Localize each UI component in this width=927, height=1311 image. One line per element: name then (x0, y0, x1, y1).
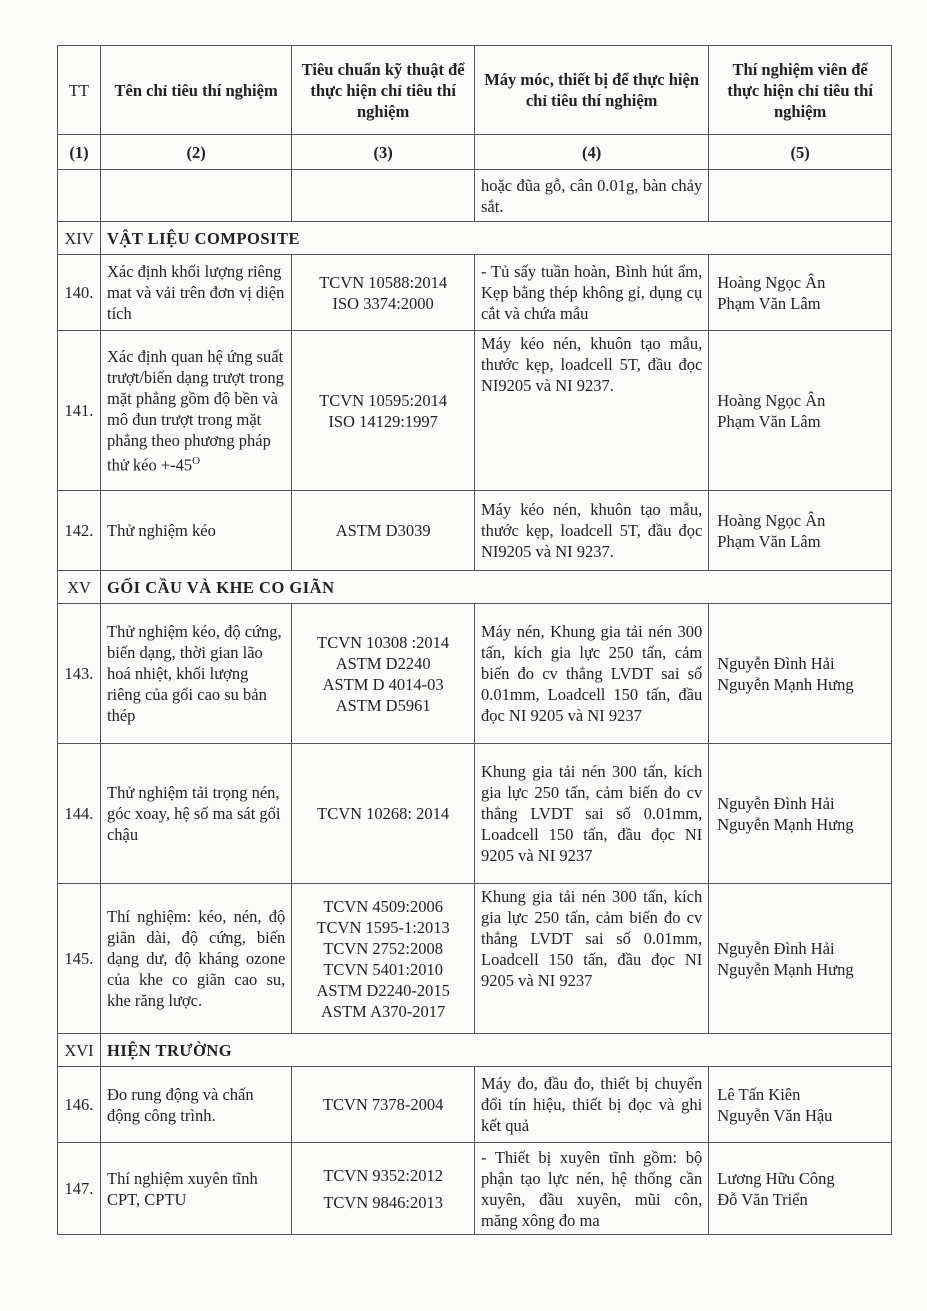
standard-code: ASTM D2240-2015 (316, 980, 450, 1000)
col-number-4: (4) (474, 135, 708, 170)
section-title: HIỆN TRƯỜNG (100, 1034, 891, 1067)
equipment: - Tủ sấy tuần hoàn, Bình hút ẩm, Kẹp bằng thép không gỉ, dụng cụ cắt và chứa mẫu (474, 255, 708, 331)
standard-code: ISO 14129:1997 (328, 411, 438, 431)
section-number: XVI (58, 1034, 101, 1067)
cell-empty (292, 170, 475, 222)
continuation-row (58, 170, 892, 222)
staff-cell (709, 884, 892, 1034)
standard-code: TCVN 10588:2014 (319, 272, 448, 292)
standard-code: ASTM D5961 (335, 695, 431, 715)
equipment: Khung gia tải nén 300 tấn, kích gia lực 250 tấn, cảm biến đo cv thẳng LVDT sai số 0.01mm, Loadcell 150 tấn, đầu đọc NI 9205 và NI 9237 (474, 744, 708, 884)
staff-name: Hoàng Ngọc Ân (717, 272, 826, 292)
standard-code: TCVN 1595-1:2013 (316, 917, 450, 937)
col-number-3: (3) (292, 135, 475, 170)
table-row (58, 255, 892, 331)
staff-name: Nguyễn Đình Hải (717, 653, 835, 673)
standard-code: ASTM D2240 (335, 653, 431, 673)
standard-code: TCVN 2752:2008 (323, 938, 443, 958)
section-row (58, 222, 892, 255)
cell-empty (709, 170, 892, 222)
row-number: 147. (58, 1143, 101, 1235)
equipment: - Thiết bị xuyên tĩnh gồm: bộ phận tạo lực nén, hệ thống cần xuyên, đầu xuyên, mũi côn, măng xông đo ma (474, 1143, 708, 1235)
standard-code: ISO 3374:2000 (332, 293, 434, 313)
standard-code: TCVN 9352:2012 (323, 1165, 443, 1185)
staff-name: Phạm Văn Lâm (717, 531, 821, 551)
standard-code: ASTM D3039 (335, 521, 431, 540)
table-row (58, 604, 892, 744)
staff-cell (709, 1143, 892, 1235)
section-number: XV (58, 571, 101, 604)
equipment: Máy nén, Khung gia tải nén 300 tấn, kích gia lực 250 tấn, cảm biến đo cv thẳng LVDT sai số 0.01mm, Loadcell 150 tấn, đầu đọc NI 9205 và NI 9237 (474, 604, 708, 744)
standard-cell (292, 491, 475, 571)
standard-code: TCVN 10308 :2014 (317, 632, 450, 652)
test-name: Thử nghiệm kéo, độ cứng, biến dạng, thời gian lão hoá nhiệt, khối lượng riêng của gối cao su bản thép (100, 604, 291, 744)
standard-cell (292, 884, 475, 1034)
table-row (58, 331, 892, 491)
standard-cell (292, 744, 475, 884)
test-name: Đo rung động và chấn động công trình. (100, 1067, 291, 1143)
staff-cell (709, 1067, 892, 1143)
test-name: Xác định khối lượng riêng mat và vải trên đơn vị diện tích (100, 255, 291, 331)
row-number: 145. (58, 884, 101, 1034)
equipment: Máy đo, đầu đo, thiết bị chuyển đổi tín hiệu, thiết bị đọc và ghi kết quả (474, 1067, 708, 1143)
test-name: Thử nghiệm tải trọng nén, góc xoay, hệ số ma sát gối chậu (100, 744, 291, 884)
standard-cell (292, 1067, 475, 1143)
standard-code: TCVN 7378-2004 (322, 1095, 444, 1114)
degree-superscript: O (192, 454, 201, 467)
standard-cell (292, 331, 475, 491)
col-number-2: (2) (100, 135, 291, 170)
section-title: VẬT LIỆU COMPOSITE (100, 222, 891, 255)
row-number: 140. (58, 255, 101, 331)
test-name: Thí nghiệm xuyên tĩnh CPT, CPTU (100, 1143, 291, 1235)
table-row (58, 491, 892, 571)
standard-cell (292, 604, 475, 744)
row-number: 142. (58, 491, 101, 571)
staff-name: Nguyễn Văn Hậu (717, 1105, 833, 1125)
section-row (58, 571, 892, 604)
staff-cell (709, 604, 892, 744)
standard-cell (292, 255, 475, 331)
row-number: 146. (58, 1067, 101, 1143)
row-number: 141. (58, 331, 101, 491)
table-row (58, 1067, 892, 1143)
column-number-row (58, 135, 892, 170)
staff-cell (709, 331, 892, 491)
staff-name: Hoàng Ngọc Ân (717, 510, 826, 530)
staff-name: Phạm Văn Lâm (717, 411, 821, 431)
row-number: 144. (58, 744, 101, 884)
test-method-table (57, 45, 892, 1235)
staff-name: Nguyễn Mạnh Hưng (717, 814, 854, 834)
header-tt: TT (58, 46, 101, 135)
cell-empty (100, 170, 291, 222)
header-equipment: Máy móc, thiết bị để thực hiện chỉ tiêu thí nghiệm (474, 46, 708, 135)
header-standard: Tiêu chuẩn kỹ thuật để thực hiện chỉ tiêu thí nghiệm (292, 46, 475, 135)
section-number: XIV (58, 222, 101, 255)
col-number-5: (5) (709, 135, 892, 170)
table-row (58, 744, 892, 884)
section-row (58, 1034, 892, 1067)
equipment: Máy kéo nén, khuôn tạo mẫu, thước kẹp, loadcell 5T, đầu đọc NI9205 và NI 9237. (474, 491, 708, 571)
standard-code: TCVN 5401:2010 (323, 959, 443, 979)
test-name: Thí nghiệm: kéo, nén, độ giãn dài, độ cứng, biến dạng dư, độ kháng ozone của khe co giãn cao su, khe răng lược. (100, 884, 291, 1034)
header-staff: Thí nghiệm viên để thực hiện chỉ tiêu thí nghiệm (709, 46, 892, 135)
table-row (58, 884, 892, 1034)
test-name-cell (100, 331, 291, 491)
staff-name: Lê Tấn Kiên (717, 1084, 801, 1104)
test-name: Xác định quan hệ ứng suất trượt/biến dạng trượt trong mặt phẳng gồm độ bền và mô đun trượt trong mặt phẳng theo phương pháp thử kéo +-45 (106, 346, 284, 475)
staff-name: Nguyễn Mạnh Hưng (717, 959, 854, 979)
header-test-name: Tên chỉ tiêu thí nghiệm (100, 46, 291, 135)
cell-empty (58, 170, 101, 222)
staff-name: Nguyễn Đình Hải (717, 793, 835, 813)
row-number: 143. (58, 604, 101, 744)
test-name: Thử nghiệm kéo (100, 491, 291, 571)
staff-name: Đỗ Văn Triển (717, 1189, 808, 1209)
standard-code: ASTM D 4014-03 (322, 674, 444, 694)
col-number-1: (1) (58, 135, 101, 170)
section-title: GỐI CẦU VÀ KHE CO GIÃN (100, 571, 891, 604)
standard-code: ASTM A370-2017 (321, 1001, 446, 1021)
continued-equipment: hoặc đũa gỗ, cân 0.01g, bàn chảy sắt. (474, 170, 708, 222)
staff-cell (709, 255, 892, 331)
staff-name: Nguyễn Mạnh Hưng (717, 674, 854, 694)
table-row (58, 1143, 892, 1235)
staff-cell (709, 491, 892, 571)
standard-code: TCVN 4509:2006 (323, 896, 443, 916)
staff-name: Hoàng Ngọc Ân (717, 390, 826, 410)
standard-code: TCVN 10268: 2014 (317, 804, 450, 823)
staff-name: Lương Hữu Công (717, 1168, 835, 1188)
standard-cell (292, 1143, 475, 1235)
standard-code: TCVN 9846:2013 (323, 1192, 443, 1212)
staff-cell (709, 744, 892, 884)
staff-name: Phạm Văn Lâm (717, 293, 821, 313)
staff-name: Nguyễn Đình Hải (717, 938, 835, 958)
equipment: Khung gia tải nén 300 tấn, kích gia lực 250 tấn, cảm biến đo cv thẳng LVDT sai số 0.01mm, Loadcell 150 tấn, đầu đọc NI 9205 và NI 9237 (474, 884, 708, 1034)
equipment: Máy kéo nén, khuôn tạo mẫu, thước kẹp, loadcell 5T, đầu đọc NI9205 và NI 9237. (474, 331, 708, 491)
table-header-row (58, 46, 892, 135)
standard-code: TCVN 10595:2014 (319, 390, 448, 410)
